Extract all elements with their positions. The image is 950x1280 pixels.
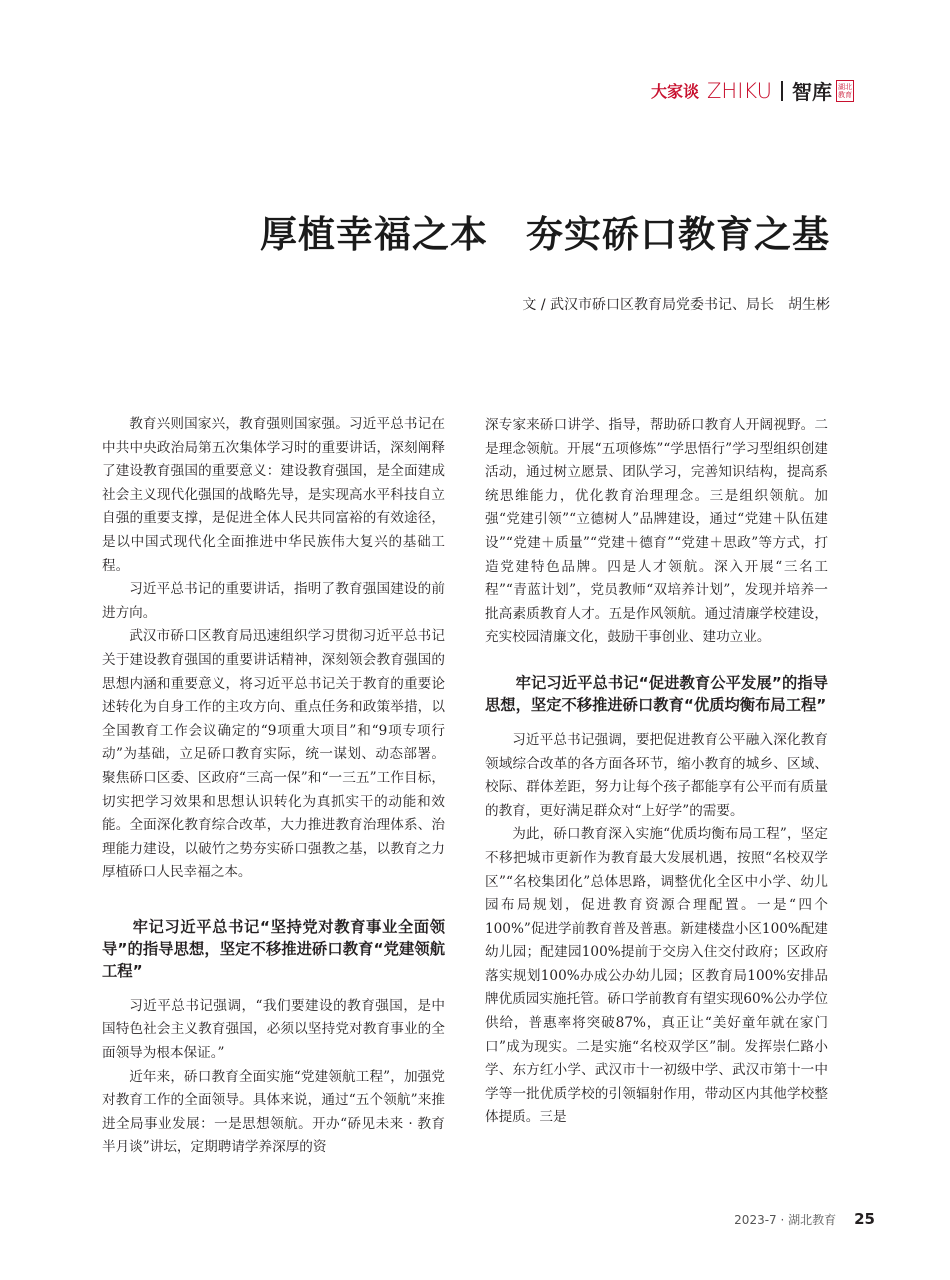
right-column (485, 414, 828, 1130)
article-title: 厚植幸福之本 夯实硚口教育之基 (260, 213, 830, 256)
issue-label: 2023-7 · 湖北教育 (734, 1213, 837, 1227)
section-label: 大家谈 (651, 82, 700, 101)
page-number: 25 (854, 1210, 875, 1228)
paragraph: 深专家来硚口讲学、指导，帮助硚口教育人开阔视野。二是理念领航。开展“五项修炼”“学思悟行”学习型组织创建活动，通过树立愿景、团队学习，完善知识结构，提高系统思维能力，优化教育治理理念。三是组织领航。加强“党建引领”“立德树人”品牌建设，通过“党建＋队伍建设”“党建＋质量”“党建＋德育”“党建＋思政”等方式，打造党建特色品牌。四是人才领航。深入开展“三名工程”“青蓝计划”，党员教师“双培养计划”，发现并培养一批高素质教育人才。五是作风领航。通过清廉学校建设，充实校园清廉文化，鼓励干事创业、建功立业。 (485, 417, 828, 646)
left-column (102, 413, 445, 1160)
paragraph: 习近平总书记的重要讲话，指明了教育强国建设的前进方向。 (102, 581, 445, 621)
article-byline: 文 / 武汉市硚口区教育局党委书记、局长 胡生彬 (522, 297, 830, 313)
paragraph: 习近平总书记强调，“我们要建设的教育强国，是中国特色社会主义教育强国，必须以坚持党对教育事业的全面领导为根本保证。” (102, 997, 445, 1062)
section-heading: 牢记习近平总书记“促进教育公平发展”的指导思想，坚定不移推进硚口教育“优质均衡布局工程” (485, 673, 828, 714)
magazine-header (651, 76, 854, 105)
paragraph: 近年来，硚口教育全面实施“党建领航工程”，加强党对教育工作的全面领导。具体来说，通过“五个领航”来推进全局事业发展：一是思想领航。开办“硚见未来 · 教育半月谈”讲坛，定期聘请学养深厚的资 (102, 1068, 445, 1156)
section-heading: 牢记习近平总书记“坚持党对教育事业全面领导”的指导思想，坚定不移推进硚口教育“党建领航工程” (102, 917, 445, 980)
brand-label-en: ZHIKU (707, 78, 772, 103)
paragraph: 习近平总书记强调，要把促进教育公平融入深化教育领域综合改革的各方面各环节，缩小教育的城乡、区域、校际、群体差距，努力让每个孩子都能享有公平而有质量的教育，更好满足群众对“上好学”的需要。 (485, 731, 828, 819)
brand-label-cn: 智库 (792, 80, 832, 104)
paragraph: 教育兴则国家兴，教育强则国家强。习近平总书记在中共中央政治局第五次集体学习时的重要讲话，深刻阐释了建设教育强国的重要意义：建设教育强国，是全面建成社会主义现代化强国的战略先导，是实现高水平科技自立自强的重要支撑，是促进全体人民共同富裕的有效途径，是以中国式现代化全面推进中华民族伟大复兴的基础工程。 (102, 416, 445, 574)
header-divider (781, 81, 783, 101)
paragraph: 武汉市硚口区教育局迅速组织学习贯彻习近平总书记关于建设教育强国的重要讲话精神，深刻领会教育强国的思想内涵和重要意义，将习近平总书记关于教育的重要论述转化为自身工作的主攻方向、重点任务和政策举措，以全国教育工作会议确定的“9项重大项目”和“9项专项行动”为基础，立足硚口教育实际，统一谋划、动态部署。聚焦硚口区委、区政府“三高一保”和“一三五”工作目标，切实把学习效果和思想认识转化为真抓实干的动能和效能。全面深化教育综合改革，大力推进教育治理体系、治理能力建设，以破竹之势夯实硚口强教之基，以教育之力厚植硚口人民幸福之本。 (102, 628, 445, 881)
paragraph: 为此，硚口教育深入实施“优质均衡布局工程”，坚定不移把城市更新作为教育最大发展机遇，按照“名校双学区”“名校集团化”总体思路，调整优化全区中小学、幼儿园布局规划，促进教育资源合理配置。一是“四个100%”促进学前教育普及普惠。新建楼盘小区100%配建幼儿园；配建园100%提前于交房入住交付政府；区政府落实规划100%办成公办幼儿园；区教育局100%安排品牌优质园实施托管。硚口学前教育有望实现60%公办学位供给，普惠率将突破87%，真正让“美好童年就在家门口”成为现实。二是实施“名校双学区”制。发挥崇仁路小学、东方红小学、武汉市十一初级中学、武汉市第十一中学等一批优质学校的引领辐射作用，带动区内其他学校整体提质。三是 (485, 826, 828, 1126)
page-footer (734, 1210, 875, 1228)
seal-logo-icon: 湖北教育 (836, 80, 854, 102)
